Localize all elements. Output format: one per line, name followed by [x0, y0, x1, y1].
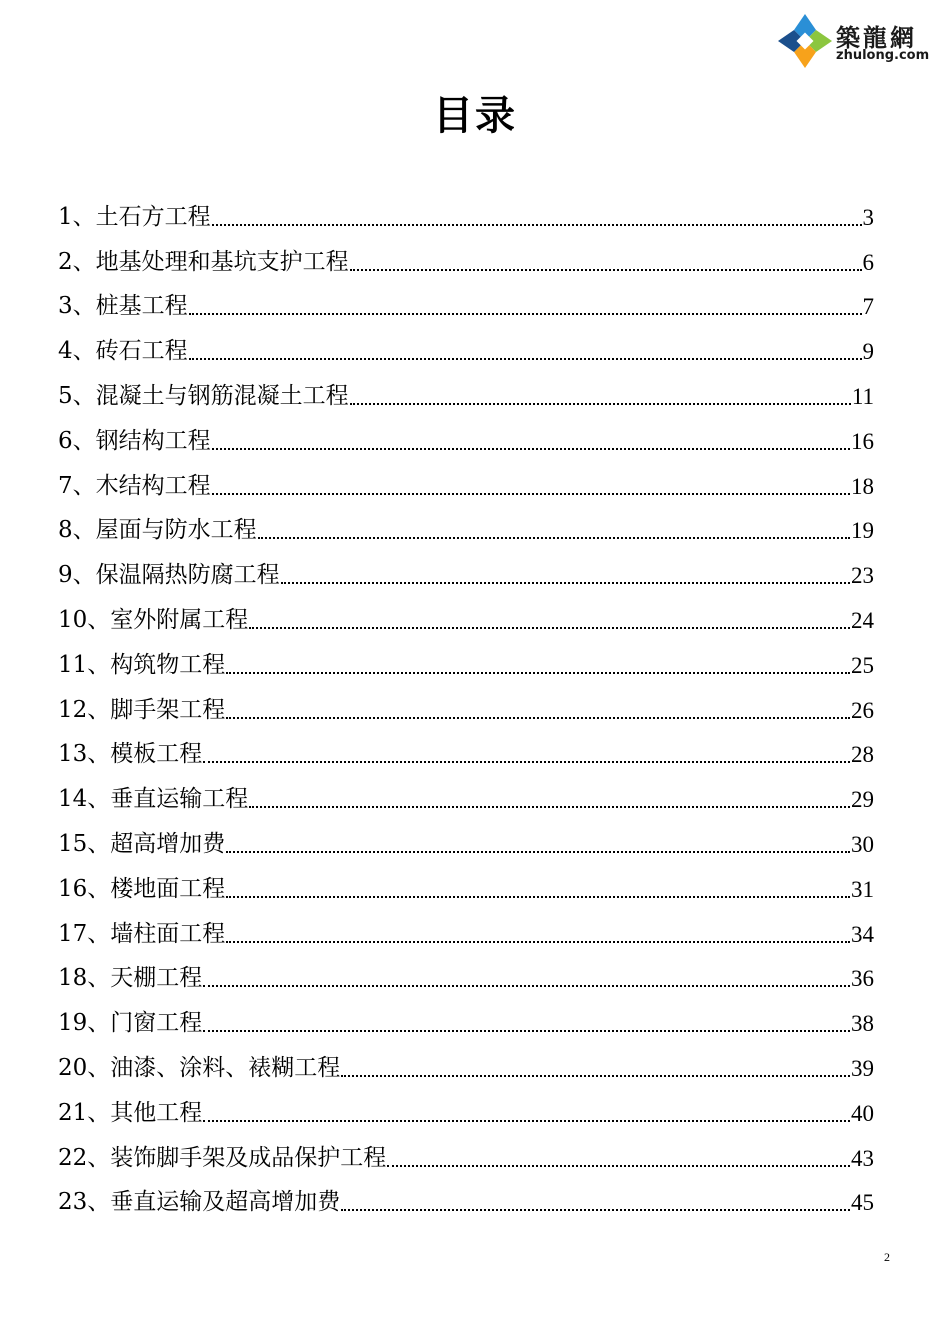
- toc-entry-page: 31: [851, 876, 874, 902]
- toc-entry-page: 34: [851, 921, 874, 947]
- toc-entry-number: 14、: [58, 786, 111, 813]
- toc-entry-title: 砖石工程: [95, 338, 188, 365]
- toc-entry-number: 18、: [58, 965, 111, 992]
- toc-entry-title: 混凝土与钢筋混凝土工程: [95, 382, 349, 409]
- toc-entry[interactable]: [58, 544, 874, 589]
- toc-entry-number: 3、: [58, 293, 96, 320]
- toc-entry-title: 模板工程: [110, 741, 203, 768]
- toc-entry[interactable]: [58, 679, 874, 724]
- toc-entry-number: 7、: [58, 472, 96, 499]
- toc-entry-number: 21、: [58, 1099, 111, 1126]
- toc-dot-leader: [249, 789, 850, 813]
- toc-entry-title: 油漆、涂料、裱糊工程: [110, 1054, 341, 1081]
- logo-domain: zhulong.com: [836, 48, 930, 63]
- toc-dot-leader: [341, 1058, 850, 1082]
- page-number: 2: [884, 1250, 890, 1264]
- toc-entry-title: 土石方工程: [95, 203, 211, 230]
- toc-entry-number: 15、: [58, 830, 111, 857]
- toc-entry-number: 11、: [58, 651, 111, 678]
- toc-entry-title: 天棚工程: [110, 965, 203, 992]
- toc-entry-page: 23: [851, 563, 874, 589]
- toc-entry-page: 40: [851, 1100, 874, 1126]
- toc-dot-leader: [226, 924, 850, 948]
- toc-entry-page: 38: [851, 1011, 874, 1037]
- toc-entry-number: 10、: [58, 606, 111, 633]
- toc-dot-leader: [212, 207, 862, 231]
- toc-entry-title: 装饰脚手架及成品保护工程: [110, 1144, 387, 1171]
- toc-entry-title: 墙柱面工程: [110, 920, 226, 947]
- toc-dot-leader: [203, 968, 850, 992]
- toc-entry-number: 12、: [58, 696, 111, 723]
- toc-entry[interactable]: [58, 634, 874, 679]
- toc-entry-title: 超高增加费: [110, 830, 226, 857]
- toc-entry-title: 垂直运输及超高增加费: [110, 1189, 341, 1216]
- toc-entry-title: 钢结构工程: [95, 427, 211, 454]
- toc-entry[interactable]: [58, 1127, 874, 1172]
- toc-entry-page: 26: [851, 697, 874, 723]
- toc-entry-number: 1、: [58, 203, 96, 230]
- toc-entry[interactable]: [58, 589, 874, 634]
- toc-dot-leader: [341, 1192, 850, 1216]
- toc-dot-leader: [203, 1013, 850, 1037]
- toc-dot-leader: [203, 1103, 850, 1127]
- toc-dot-leader: [350, 252, 862, 276]
- toc-dot-leader: [226, 655, 850, 679]
- page-title: 目录: [433, 93, 517, 139]
- toc-entry-page: 28: [851, 742, 874, 768]
- toc-entry-number: 4、: [58, 338, 96, 365]
- toc-dot-leader: [350, 386, 851, 410]
- toc-dot-leader: [281, 565, 850, 589]
- toc-entry-number: 17、: [58, 920, 111, 947]
- toc-entry[interactable]: [58, 903, 874, 948]
- toc-dot-leader: [226, 834, 850, 858]
- toc-entry-number: 19、: [58, 1010, 111, 1037]
- toc-dot-leader: [189, 296, 862, 320]
- toc-entry-page: 39: [851, 1055, 874, 1081]
- toc-entry-page: 43: [851, 1145, 874, 1171]
- toc-entry-page: 30: [851, 831, 874, 857]
- toc-entry-number: 23、: [58, 1189, 111, 1216]
- logo-chinese-name: 築龍網: [836, 23, 917, 52]
- toc-dot-leader: [226, 879, 850, 903]
- toc-entry[interactable]: [58, 320, 874, 365]
- toc-entry[interactable]: [58, 724, 874, 769]
- toc-entry-number: 16、: [58, 875, 111, 902]
- toc-entry-page: 24: [851, 607, 874, 633]
- toc-entry[interactable]: [58, 1172, 874, 1217]
- toc-entry-page: 45: [851, 1190, 874, 1216]
- toc-entry-title: 保温隔热防腐工程: [95, 562, 280, 589]
- toc-dot-leader: [189, 341, 862, 365]
- toc-dot-leader: [212, 431, 850, 455]
- toc-entry-title: 木结构工程: [95, 472, 211, 499]
- toc-entry-number: 2、: [58, 248, 96, 275]
- toc-entry-page: 29: [851, 787, 874, 813]
- toc-entry[interactable]: [58, 1082, 874, 1127]
- toc-entry-number: 8、: [58, 517, 96, 544]
- toc-entry-page: 18: [851, 473, 874, 499]
- toc-entry[interactable]: [58, 768, 874, 813]
- toc-entry[interactable]: [58, 455, 874, 500]
- toc-entry[interactable]: [58, 410, 874, 455]
- toc-dot-leader: [203, 744, 850, 768]
- toc-entry[interactable]: [58, 231, 874, 276]
- toc-entry-number: 6、: [58, 427, 96, 454]
- toc-entry-page: 36: [851, 966, 874, 992]
- toc-entry-page: 19: [851, 518, 874, 544]
- toc-entry-page: 3: [862, 204, 874, 230]
- zhulong-logo-icon: [776, 12, 834, 70]
- toc-entry[interactable]: [58, 948, 874, 993]
- toc-entry-title: 其他工程: [110, 1099, 203, 1126]
- toc-entry-number: 20、: [58, 1054, 111, 1081]
- toc-entry-title: 楼地面工程: [110, 875, 226, 902]
- toc-entry-title: 构筑物工程: [110, 651, 226, 678]
- zhulong-logo: [776, 12, 936, 70]
- toc-entry-number: 5、: [58, 382, 96, 409]
- toc-entry-title: 脚手架工程: [110, 696, 226, 723]
- toc-entry[interactable]: [58, 813, 874, 858]
- toc-entry[interactable]: [58, 992, 874, 1037]
- toc-entry-title: 垂直运输工程: [110, 786, 249, 813]
- toc-entry-title: 桩基工程: [95, 293, 188, 320]
- toc-entry[interactable]: [58, 186, 874, 231]
- toc-entry-page: 9: [862, 339, 874, 365]
- toc-entry[interactable]: [58, 1037, 874, 1082]
- toc-entry-page: 7: [862, 294, 874, 320]
- toc-entry-number: 13、: [58, 741, 111, 768]
- toc-entry[interactable]: [58, 858, 874, 903]
- toc-entry-title: 室外附属工程: [110, 606, 249, 633]
- toc-entry-title: 门窗工程: [110, 1010, 203, 1037]
- toc-entry[interactable]: [58, 365, 874, 410]
- toc-dot-leader: [387, 1148, 850, 1172]
- toc-entry-page: 25: [851, 652, 874, 678]
- toc-dot-leader: [212, 476, 850, 500]
- toc-dot-leader: [249, 610, 850, 634]
- toc-entry[interactable]: [58, 276, 874, 321]
- toc-entry-page: 6: [862, 249, 874, 275]
- toc-entry-number: 22、: [58, 1144, 111, 1171]
- toc-entry-page: 11: [851, 383, 874, 409]
- toc-dot-leader: [226, 700, 850, 724]
- toc-entry-number: 9、: [58, 562, 96, 589]
- toc-entry-page: 16: [851, 428, 874, 454]
- toc-entry-title: 地基处理和基坑支护工程: [95, 248, 349, 275]
- table-of-contents: [58, 186, 874, 1216]
- toc-entry[interactable]: [58, 500, 874, 545]
- toc-entry-title: 屋面与防水工程: [95, 517, 257, 544]
- toc-dot-leader: [258, 520, 850, 544]
